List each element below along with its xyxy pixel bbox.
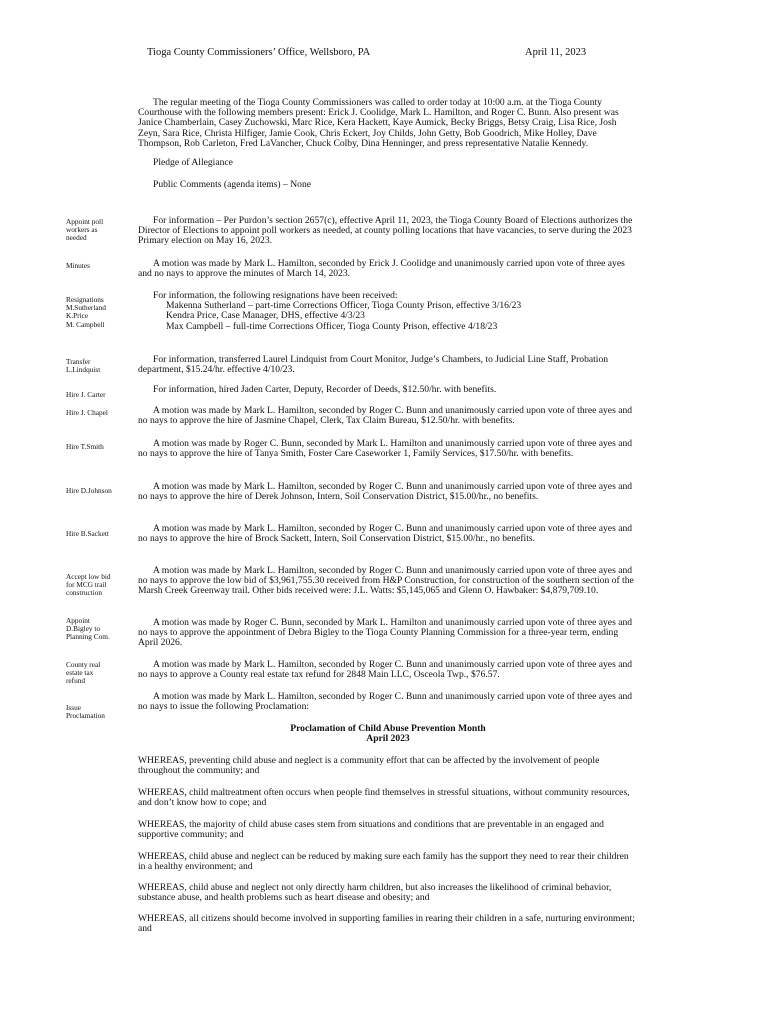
item-low-bid: A motion was made by Mark L. Hamilton, seconded by Roger C. Bunn and unanimously carried upon vote of three ayes and no nays to approve the low bid of $3,961,755.30 received from H&P Construction, for construction of the southern section of the Marsh Creek Greenway trail. Other bids received were: J.L. Watts: $5,145,065 and Glenn O. Hawbaker: $4,879,709.10. [138, 565, 634, 597]
proclamation-section [138, 724, 638, 744]
margin-label-transfer: Transfer L.Lindquist [66, 357, 101, 375]
margin-label-tax-refund: County real estate tax refund [66, 660, 101, 686]
margin-label-resignations: Resignations M.Sutherland K.Price M. Campbell [66, 295, 106, 329]
item-hire-smith: A motion was made by Roger C. Bunn, seconded by Mark L. Hamilton and unanimously carried upon vote of three ayes and no nays to approve the hire of Tanya Smith, Foster Care Caseworker 1, Family Services, $17.50/hr. with benefits. [138, 438, 633, 460]
margin-label-proclamation: Issue Proclamation [66, 703, 105, 721]
item-poll-workers: For information – Per Purdon’s section 2657(c), effective April 11, 2023, the Tioga County Board of Elections authorizes the Director of Elections to appoint poll workers as needed, at county polling locations that have vacancies, to serve during the 2023 Primary election on May 16, 2023. [138, 215, 633, 247]
item-issue-proclamation: A motion was made by Mark L. Hamilton, seconded by Roger C. Bunn and unanimously carried upon vote of three ayes and no nays to issue the following Proclamation: [138, 691, 633, 713]
proclamation-subtitle: April 2023 [366, 733, 410, 745]
item-hire-carter: For information, hired Jaden Carter, Deputy, Recorder of Deeds, $12.50/hr. with benefits. [153, 384, 497, 395]
item-tax-refund: A motion was made by Mark L. Hamilton, seconded by Roger C. Bunn and unanimously carried upon vote of three ayes and no nays to approve a County real estate tax refund for 2848 Main LLC, Osceola Twp., $76.57. [138, 659, 633, 681]
margin-label-appoint-bigley: Appoint D.Bigley to Planning Com. [66, 616, 110, 642]
item-hire-chapel: A motion was made by Mark L. Hamilton, seconded by Roger C. Bunn and unanimously carried upon vote of three ayes and no nays to approve the hire of Jasmine Chapel, Clerk, Tax Claim Bureau, $12.50/hr. with benefits. [138, 405, 633, 427]
item-minutes: A motion was made by Mark L. Hamilton, seconded by Erick J. Coolidge and unanimously carried upon vote of three ayes and no nays to approve the minutes of March 14, 2023. [138, 258, 625, 280]
office-header: Tioga County Commissioners’ Office, Wellsboro, PA [147, 47, 371, 58]
intro-paragraph: The regular meeting of the Tioga County Commissioners was called to order today at 10:00 a.m. at the Tioga County Courthouse with the following members present: Erick J. Coolidge, Mark L. Hamilton, and Roger C. Bunn. Also present was Janice Chamberlain, Casey Zuchowski, Marc Rice, Kera Hackett, Kaye Aumick, Becky Briggs, Betsy Craig, Lisa Rice, Josh Zeyn, Sara Rice, Christa Hilfiger, Jamie Cook, Chris Eckert, Joy Childs, John Getty, Bob Goodrich, Mike Holley, Dave Thompson, Rob Carleton, Fred LaVancher, Chuck Colby, Dina Henninger, and press representative Natalie Kennedy. [138, 97, 619, 149]
item-hire-johnson: A motion was made by Mark L. Hamilton, seconded by Roger C. Bunn and unanimously carried upon vote of three ayes and no nays to approve the hire of Derek Johnson, Intern, Soil Conservation District, $15.00/hr., no benefits. [138, 481, 633, 503]
whereas-clause: WHEREAS, child maltreatment often occurs when people find themselves in stressful situations, without community resources, and don’t know how to cope; and [138, 787, 630, 809]
margin-label-low-bid: Accept low bid for MCG trail construction [66, 572, 111, 598]
margin-label-hire-johnson: Hire D.Johnson [66, 486, 112, 495]
resignation-list [138, 301, 638, 332]
whereas-clause: WHEREAS, all citizens should become involved in supporting families in rearing their children in a safe, nurturing environment; and [138, 913, 635, 935]
item-hire-sackett: A motion was made by Mark L. Hamilton, seconded by Roger C. Bunn and unanimously carried upon vote of three ayes and no nays to approve the hire of Brock Sackett, Intern, Soil Conservation District, $15.00/hr., no benefits. [138, 523, 633, 545]
intro-section [138, 98, 638, 190]
proclamation-title: Proclamation of Child Abuse Prevention Month [290, 723, 486, 734]
list-item: Kendra Price, Case Manager, DHS, effective 4/3/23 [166, 310, 365, 322]
item-resignations: For information, the following resignations have been received: Makenna Sutherland – part-time Corrections Officer, Tioga County Prison, effective 3/16/23 Kendra Price, Case Manager, DHS, effective 4/3/23 Max Campbell – full-time Corrections Officer, Tioga County Prison, effective 4/18/23 [138, 291, 638, 332]
whereas-clause: WHEREAS, child abuse and neglect not only directly harm children, but also increases the likelihood of criminal behavior, substance abuse, and health problems such as heart disease and obesity; and [138, 882, 612, 904]
list-item: Max Campbell – full-time Corrections Officer, Tioga County Prison, effective 4/18/23 [166, 320, 498, 332]
public-comments-line: Public Comments (agenda items) – None [153, 179, 312, 191]
list-item: Makenna Sutherland – part-time Corrections Officer, Tioga County Prison, effective 3/16/23 [166, 300, 522, 312]
meeting-date: April 11, 2023 [525, 47, 587, 58]
whereas-clause: WHEREAS, the majority of child abuse cases stem from situations and conditions that are preventable in an engaged and supportive community; and [138, 819, 604, 841]
margin-label-poll-workers: Appoint poll workers as needed [66, 217, 104, 243]
item-transfer: For information, transferred Laurel Lindquist from Court Monitor, Judge’s Chambers, to Judicial Line Staff, Probation department, $15.24/hr. effective 4/10/23. [138, 354, 609, 376]
margin-label-hire-carter: Hire J. Carter [66, 390, 106, 399]
margin-label-minutes: Minutes [66, 261, 90, 270]
whereas-clause: WHEREAS, preventing child abuse and neglect is a community effort that can be affected by the involvement of people throughout the community; and [138, 755, 600, 777]
margin-label-hire-chapel: Hire J. Chapel [66, 408, 108, 417]
item-appoint-bigley: A motion was made by Roger C. Bunn, seconded by Mark L. Hamilton and unanimously carried upon vote of three ayes and no nays to approve the appointment of Debra Bigley to the Tioga County Planning Commission for a three-year term, ending April 2026. [138, 617, 633, 649]
margin-label-hire-sackett: Hire B.Sackett [66, 529, 109, 538]
margin-label-hire-smith: Hire T.Smith [66, 442, 104, 451]
whereas-clause: WHEREAS, child abuse and neglect can be reduced by making sure each family has the support they need to rear their children in a healthy environment; and [138, 851, 629, 873]
pledge-line: Pledge of Allegiance [153, 157, 233, 169]
